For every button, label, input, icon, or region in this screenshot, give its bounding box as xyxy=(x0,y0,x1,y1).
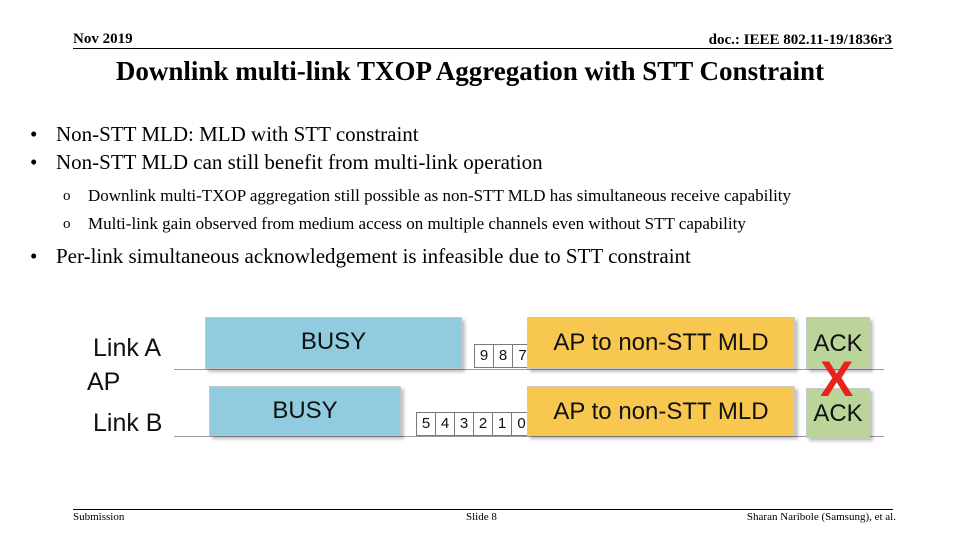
header-date: Nov 2019 xyxy=(73,31,133,47)
bullet-glyph: • xyxy=(30,150,38,174)
footer-divider xyxy=(73,509,893,510)
multi-link-diagram xyxy=(0,300,960,460)
bullet-item xyxy=(30,242,930,270)
footer-submission: Submission xyxy=(73,511,125,523)
bullet-item xyxy=(30,148,930,176)
ap-label: AP xyxy=(87,368,121,396)
slide-title: Downlink multi-link TXOP Aggregation with STT Constraint xyxy=(115,56,825,86)
footer-slide-number: Slide 8 xyxy=(466,511,497,523)
backoff-slot: 3 xyxy=(455,413,474,435)
sub-bullet-item xyxy=(63,182,930,210)
sub-bullet-glyph: o xyxy=(63,216,71,232)
backoff-slot: 9 xyxy=(475,345,494,367)
link-a-busy-block: BUSY xyxy=(205,317,462,369)
sub-bullet-text: Downlink multi-TXOP aggregation still possible as non-STT MLD has simultaneous receive capability xyxy=(88,186,792,205)
bullet-text xyxy=(56,120,419,148)
backoff-slot: 0 xyxy=(517,415,526,432)
link-b-timeline xyxy=(174,436,884,437)
link-b-label: Link B xyxy=(93,409,163,437)
footer-author: Sharan Naribole (Samsung), et al. xyxy=(746,511,896,523)
backoff-slot: 1 xyxy=(493,413,512,435)
backoff-slot: 8 xyxy=(494,345,513,367)
backoff-slot: 4 xyxy=(436,413,455,435)
header-doc-id: doc.: IEEE 802.11-19/1836r3 xyxy=(708,32,892,48)
link-b-busy-block: BUSY xyxy=(209,386,401,436)
link-a-timeline xyxy=(174,369,884,370)
sub-bullet-text: Multi-link gain observed from medium access on multiple channels even without STT capability xyxy=(88,214,746,233)
sub-bullet-item xyxy=(63,210,930,238)
sub-bullet-glyph: o xyxy=(63,188,71,204)
bullet-rest: : MLD with STT constraint xyxy=(188,122,419,146)
bullet-glyph: • xyxy=(30,244,38,268)
link-b-ack-block: ACK xyxy=(806,388,870,438)
link-b-tx-block: AP to non-STT MLD xyxy=(527,386,795,436)
link-a-backoff-counter xyxy=(474,344,533,368)
link-a-label: Link A xyxy=(93,334,162,362)
link-b-backoff-counter xyxy=(416,412,532,436)
ack-failure-x-icon: X xyxy=(820,351,854,407)
header-divider xyxy=(73,48,893,49)
bullet-text: Per-link simultaneous acknowledgement is infeasible due to STT constraint xyxy=(56,244,691,268)
bullet-lead: Non-STT MLD xyxy=(56,122,189,146)
link-a-ack-block: ACK xyxy=(806,317,870,369)
bullet-list xyxy=(30,120,930,270)
link-a-tx-block: AP to non-STT MLD xyxy=(527,317,795,369)
backoff-slot: 2 xyxy=(474,413,493,435)
bullet-text: Non-STT MLD can still benefit from multi-link operation xyxy=(56,150,543,174)
bullet-glyph: • xyxy=(30,122,38,146)
backoff-slot: 5 xyxy=(417,413,436,435)
bullet-item xyxy=(30,120,930,148)
backoff-slot: 7 xyxy=(518,347,527,364)
